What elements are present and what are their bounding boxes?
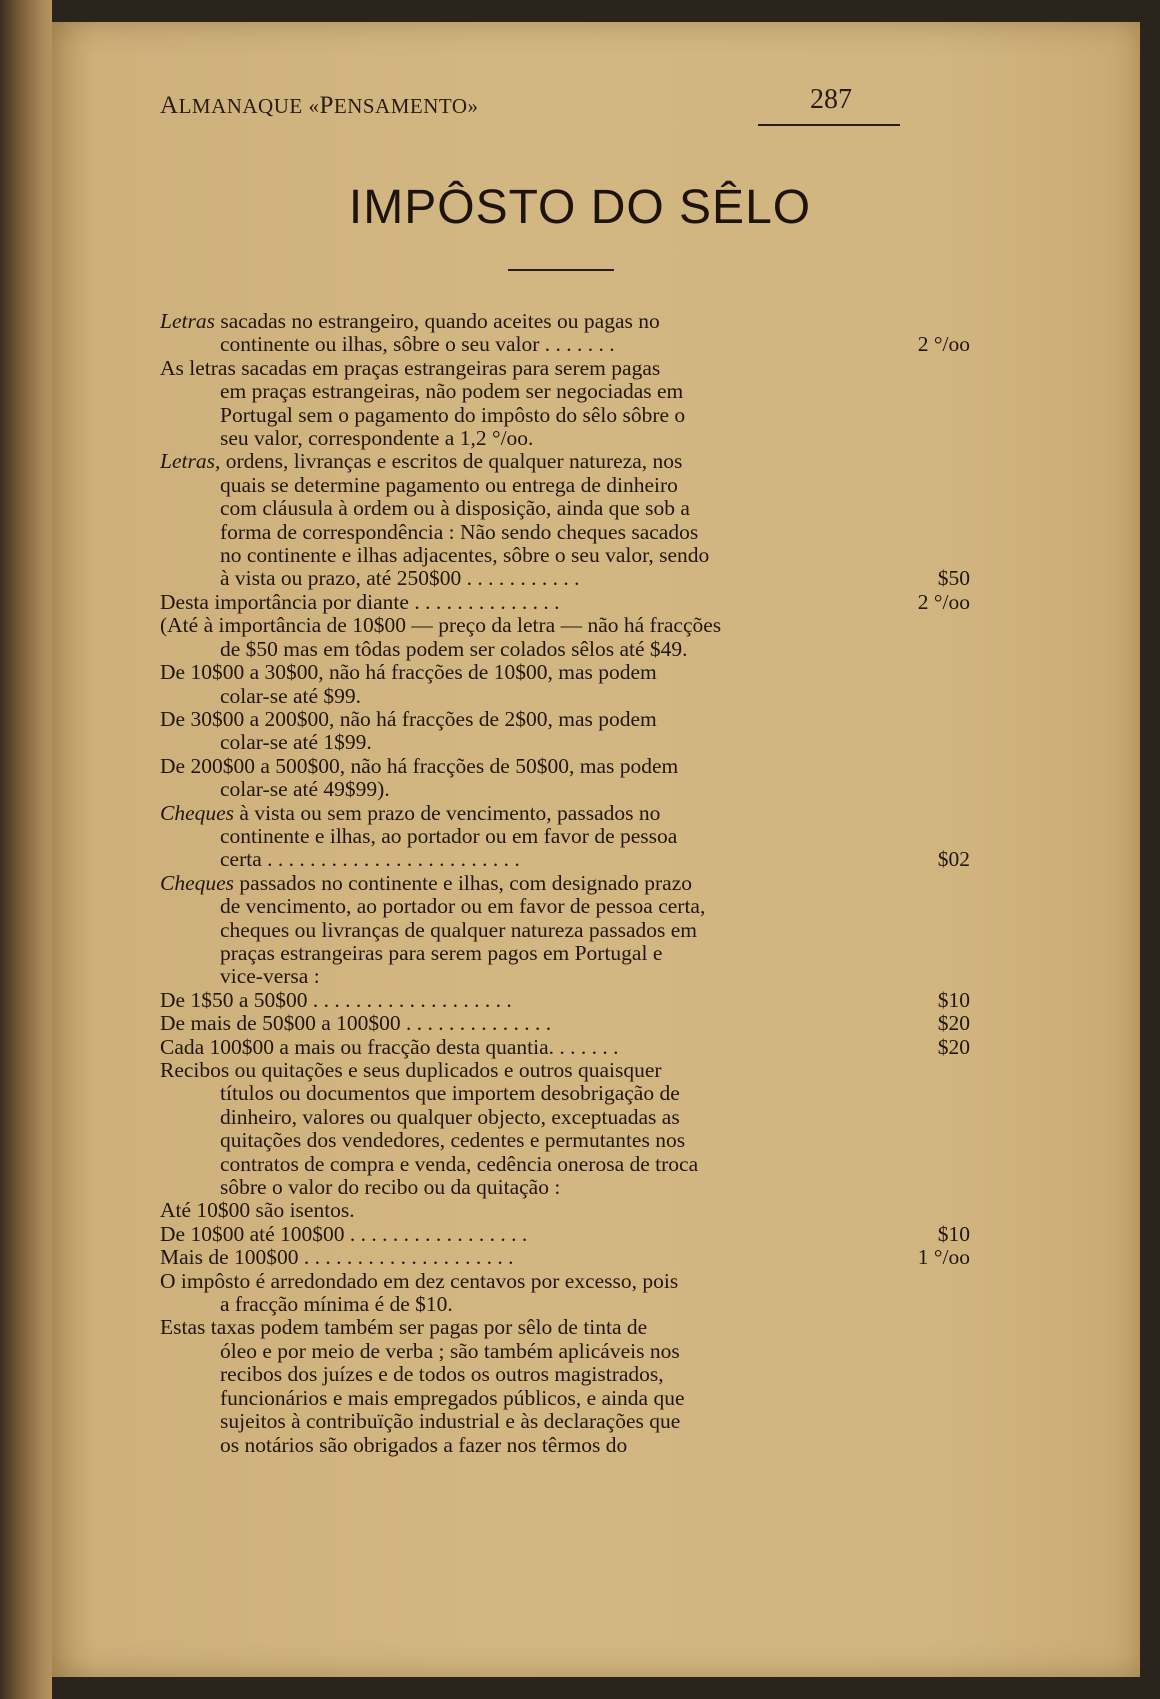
entry-line bbox=[160, 567, 876, 590]
running-title-pensamento: ENSAMENTO bbox=[333, 94, 468, 118]
entry-line-text: De 30$00 a 200$00, não há fracções de 2$00, mas podem bbox=[160, 707, 657, 731]
entry-line-text: De 1$50 a 50$00 . . . . . . . . . . . . . . . . . . . bbox=[160, 988, 512, 1012]
entry-line-text: ordens, livranças e escritos de qualquer natureza, nos bbox=[225, 450, 683, 474]
entry-line-text: títulos ou documentos que importem desobrigação de bbox=[220, 1082, 680, 1106]
entry-line-text: continente e ilhas, ao portador ou em favor de pessoa bbox=[220, 824, 678, 848]
book-spine bbox=[0, 0, 52, 1699]
entry-line bbox=[160, 661, 876, 684]
entry-line bbox=[160, 427, 876, 450]
entry-line-text: colar-se até 49$99). bbox=[220, 778, 390, 802]
entry-line-text: vice-versa : bbox=[220, 965, 320, 989]
entry-line bbox=[160, 638, 876, 661]
entry-line-text: De 10$00 a 30$00, não há fracções de 10$00, mas podem bbox=[160, 661, 657, 685]
entry-line-text: sôbre o valor do recibo ou da quitação : bbox=[220, 1176, 561, 1200]
entry-line bbox=[160, 1293, 876, 1316]
entry-line bbox=[160, 1129, 876, 1152]
tax-entry bbox=[160, 1036, 970, 1059]
entry-line bbox=[160, 685, 876, 708]
entry-line-text: à vista ou prazo, até 250$00 . . . . . . . . . . . bbox=[220, 567, 580, 591]
entry-line bbox=[160, 965, 876, 988]
entry-line bbox=[160, 614, 876, 637]
entry-lead-term: Letras, bbox=[160, 450, 221, 474]
entry-line-text: cheques ou livranças de qualquer natureza passados em bbox=[220, 918, 697, 942]
tax-rate: $50 bbox=[937, 566, 970, 591]
entry-line-text: (Até à importância de 10$00 — preço da letra — não há fracções bbox=[160, 614, 722, 638]
entry-line bbox=[160, 1363, 876, 1386]
entry-line-text: a fracção mínima é de $10. bbox=[220, 1293, 453, 1317]
entry-line-text: Mais de 100$00 . . . . . . . . . . . . . . . . . . . . bbox=[160, 1246, 514, 1270]
entry-line bbox=[160, 380, 876, 403]
tax-rate: 2 °/oo bbox=[917, 589, 970, 614]
entry-line bbox=[160, 919, 876, 942]
entry-line-text: recibos dos juízes e de todos os outros magistrados, bbox=[220, 1363, 664, 1387]
entry-line bbox=[160, 357, 876, 380]
tax-entry bbox=[160, 872, 970, 989]
entry-line-text: De 200$00 a 500$00, não há fracções de 50$00, mas podem bbox=[160, 754, 679, 778]
entry-line bbox=[160, 778, 876, 801]
entry-line-text: seu valor, correspondente a 1,2 °/oo. bbox=[220, 427, 534, 451]
tax-rate: $10 bbox=[937, 1221, 970, 1246]
entry-line bbox=[160, 1434, 876, 1457]
entry-line-text: Estas taxas podem também ser pagas por sêlo de tinta de bbox=[160, 1316, 648, 1340]
entry-line bbox=[160, 310, 876, 333]
tax-entry bbox=[160, 1199, 970, 1222]
entry-line bbox=[160, 1106, 876, 1129]
tax-entry bbox=[160, 591, 970, 614]
tax-entry bbox=[160, 802, 970, 872]
entry-lead-term: Letras bbox=[160, 310, 215, 333]
entry-line-text: de vencimento, ao portador ou em favor de pessoa certa, bbox=[220, 895, 706, 919]
tax-entry bbox=[160, 1270, 970, 1317]
entry-line bbox=[160, 708, 876, 731]
entry-line bbox=[160, 1012, 876, 1035]
entry-line bbox=[160, 802, 876, 825]
entry-line-text: colar-se até 1$99. bbox=[220, 731, 372, 755]
tax-entry bbox=[160, 310, 970, 357]
entry-line bbox=[160, 521, 876, 544]
page-header bbox=[160, 84, 900, 132]
entry-line bbox=[160, 1153, 876, 1176]
entry-line bbox=[160, 755, 876, 778]
entry-line bbox=[160, 544, 876, 567]
tax-entry bbox=[160, 989, 970, 1012]
entry-line-text: De 10$00 até 100$00 . . . . . . . . . . . . . . . . . bbox=[160, 1222, 528, 1246]
entry-line bbox=[160, 1199, 876, 1222]
entry-line bbox=[160, 333, 876, 356]
entry-line-text: óleo e por meio de verba ; são também aplicáveis nos bbox=[220, 1339, 680, 1363]
tax-entry bbox=[160, 1059, 970, 1199]
tax-entry bbox=[160, 708, 970, 755]
entry-line bbox=[160, 1316, 876, 1339]
title-rule bbox=[508, 269, 614, 271]
entry-lead-term: Cheques bbox=[160, 871, 235, 895]
tax-entry bbox=[160, 1012, 970, 1035]
entry-line bbox=[160, 731, 876, 754]
entry-line-text: funcionários e mais empregados públicos, e ainda que bbox=[220, 1386, 685, 1410]
tax-entry bbox=[160, 755, 970, 802]
entry-line-text: Cada 100$00 a mais ou fracção desta quantia. . . . . . . bbox=[160, 1035, 619, 1059]
entry-line-text: certa . . . . . . . . . . . . . . . . . . . . . . . . bbox=[220, 848, 520, 872]
entry-line bbox=[160, 474, 876, 497]
entry-line bbox=[160, 872, 876, 895]
entry-line-text: com cláusula à ordem ou à disposição, ainda que sob a bbox=[220, 497, 690, 521]
entry-line-text: sujeitos à contribuïção industrial e às declarações que bbox=[220, 1410, 681, 1434]
entry-line bbox=[160, 1059, 876, 1082]
entry-line-text: à vista ou sem prazo de vencimento, passados no bbox=[239, 801, 661, 825]
tax-entries bbox=[160, 310, 970, 1457]
entry-line bbox=[160, 848, 876, 871]
tax-entry bbox=[160, 450, 970, 590]
entry-line-text: passados no continente e ilhas, com designado prazo bbox=[239, 871, 692, 895]
running-title-almanaque: LMANAQUE bbox=[178, 94, 309, 118]
running-title-open-quote: « bbox=[308, 94, 320, 118]
entry-line bbox=[160, 450, 876, 473]
entry-line bbox=[160, 591, 876, 614]
entry-line bbox=[160, 1176, 876, 1199]
entry-line-text: Desta importância por diante . . . . . . . . . . . . . . bbox=[160, 590, 560, 614]
entry-line bbox=[160, 1036, 876, 1059]
entry-line bbox=[160, 497, 876, 520]
entry-line bbox=[160, 1340, 876, 1363]
running-title bbox=[160, 92, 479, 120]
entry-line-text: quitações dos vendedores, cedentes e permutantes nos bbox=[220, 1129, 686, 1153]
entry-line-text: As letras sacadas em praças estrangeiras para serem pagas bbox=[160, 356, 661, 380]
entry-line bbox=[160, 1082, 876, 1105]
tax-rate: $10 bbox=[937, 987, 970, 1012]
entry-line-text: forma de correspondência : Não sendo cheques sacados bbox=[220, 520, 699, 544]
entry-line-text: em praças estrangeiras, não podem ser negociadas em bbox=[220, 380, 684, 404]
entry-line bbox=[160, 1387, 876, 1410]
tax-rate: $20 bbox=[937, 1034, 970, 1059]
tax-rate: $02 bbox=[937, 847, 970, 872]
entry-line bbox=[160, 895, 876, 918]
running-title-cap-a: A bbox=[160, 92, 179, 119]
page-title: IMPÔSTO DO SÊLO bbox=[348, 181, 812, 234]
entry-line-text: sacadas no estrangeiro, quando aceites ou pagas no bbox=[220, 310, 660, 333]
entry-line-text: Portugal sem o pagamento do impôsto do sêlo sôbre o bbox=[220, 403, 686, 427]
entry-lead-term: Cheques bbox=[160, 801, 235, 825]
entry-line bbox=[160, 404, 876, 427]
entry-line-text: dinheiro, valores ou qualquer objecto, exceptuadas as bbox=[220, 1105, 680, 1129]
entry-line bbox=[160, 1410, 876, 1433]
entry-line bbox=[160, 1223, 876, 1246]
entry-line bbox=[160, 942, 876, 965]
entry-line-text: continente ou ilhas, sôbre o seu valor . . . . . . . bbox=[220, 333, 615, 357]
entry-line-text: praças estrangeiras para serem pagos em Portugal e bbox=[220, 941, 663, 965]
entry-line-text: no continente e ilhas adjacentes, sôbre o seu valor, sendo bbox=[220, 544, 710, 568]
tax-rate: 1 °/oo bbox=[917, 1245, 970, 1270]
entry-line-text: contratos de compra e venda, cedência onerosa de troca bbox=[220, 1152, 699, 1176]
tax-entry bbox=[160, 1223, 970, 1246]
entry-line-text: quais se determine pagamento ou entrega de dinheiro bbox=[220, 473, 678, 497]
page-number: 287 bbox=[810, 84, 852, 115]
entry-line-text: de $50 mas em tôdas podem ser colados sêlos até $49. bbox=[220, 637, 688, 661]
tax-rate: $20 bbox=[937, 1011, 970, 1036]
tax-entry bbox=[160, 357, 970, 451]
entry-line bbox=[160, 825, 876, 848]
running-title-cap-p: P bbox=[319, 92, 334, 119]
tax-rate: 2 °/oo bbox=[917, 332, 970, 357]
tax-entry bbox=[160, 614, 970, 661]
entry-line bbox=[160, 1270, 876, 1293]
tax-entry bbox=[160, 1246, 970, 1269]
tax-entry bbox=[160, 1316, 970, 1456]
entry-line-text: O impôsto é arredondado em dez centavos por excesso, pois bbox=[160, 1269, 679, 1293]
running-title-close-quote: » bbox=[467, 94, 479, 118]
entry-line-text: os notários são obrigados a fazer nos têrmos do bbox=[220, 1433, 628, 1457]
tax-entry bbox=[160, 661, 970, 708]
entry-line-text: colar-se até $99. bbox=[220, 684, 362, 708]
entry-line-text: De mais de 50$00 a 100$00 . . . . . . . . . . . . . . bbox=[160, 1012, 552, 1036]
entry-line bbox=[160, 1246, 876, 1269]
entry-line bbox=[160, 989, 876, 1012]
header-rule bbox=[758, 124, 900, 126]
entry-line-text: Recibos ou quitações e seus duplicados e outros quaisquer bbox=[160, 1059, 662, 1082]
entry-line-text: Até 10$00 são isentos. bbox=[160, 1199, 355, 1223]
